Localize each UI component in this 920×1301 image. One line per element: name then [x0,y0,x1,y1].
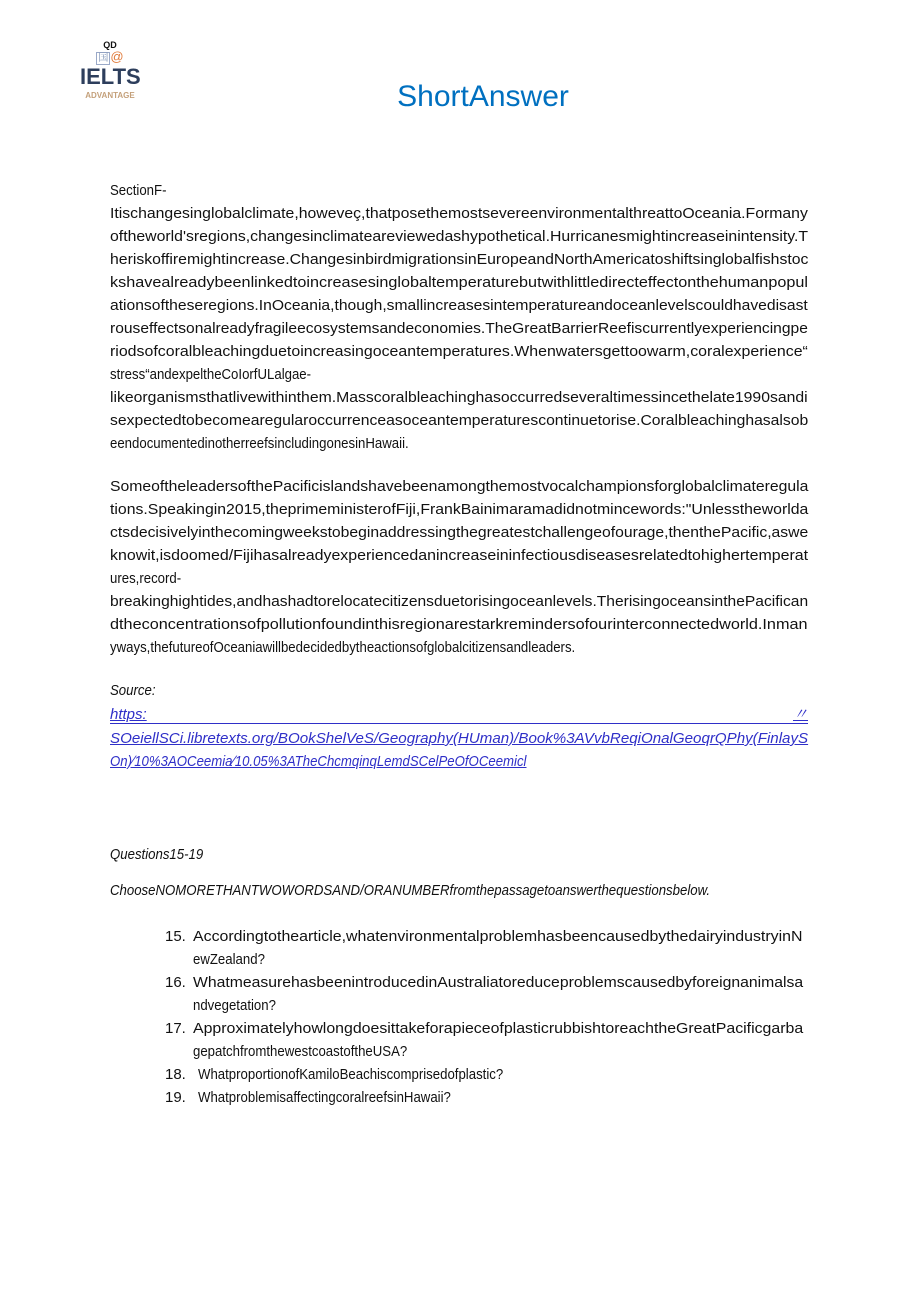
passage-line: oftheworld'sregions,changesinclimateareviewedashypothetical.Hurricanesmightincreaseinintensity.T [110,228,809,245]
source-link-line[interactable] [110,706,808,724]
passage-line: kshavealreadybeenlinkedtoincreasesinglobaltemperaturebutwithlittledirecteffectonthehumanpopul [110,274,808,291]
question-text: gepatchfromthewestcoastoftheUSA? [193,1043,408,1060]
logo-tagline: ADVANTAGE [85,91,135,100]
question-text: Accordingtothearticle,whatenvironmentalproblemhasbeencausedbythedairyindustryinN [193,928,803,945]
passage-line: sexpectedtobecomearegularoccurrenceasoceantemperaturescontinuetorise.Coralbleachinghasalsob [110,412,809,429]
page-title: ShortAnswer [397,80,569,113]
source-link-end[interactable]: 〃 [792,706,808,723]
logo-brand: IELTS [80,64,141,89]
source-link-line[interactable]: On)∕10%3AOCeemia∕10.05%3ATheChcmqinqLemdSCelPeOfOCeemicl [110,753,527,770]
passage-line: riodsofcoralbleachingduetoincreasingoceantemperatures.Whenwatersgettoowarm,coralexperience“ [110,343,808,360]
passage-line: breakinghightides,andhashadtorelocatecitizensduetorisingoceanlevels.TherisingoceansinthePacifican [110,593,809,610]
question-number: 17. [165,1020,186,1037]
passage-line: rouseffectsonalreadyfragileecosystemsandeconomies.TheGreatBarrierReefiscurrentlyexperiencingpe [110,320,808,337]
question-text: WhatproblemisaffectingcoralreefsinHawaii? [198,1089,451,1106]
question-text: ewZealand? [193,951,265,968]
passage-line: heriskoffiremightincrease.ChangesinbirdmigrationsinEuropeandNorthAmericatoshiftsinglobalfishstoc [110,251,809,268]
passage-line: tions.Speakingin2015,theprimeministerofFiji,FrankBainimaramadidnotmincewords:"Unlesstheworlda [110,501,809,518]
passage-line: ctsdecisivelyinthecomingweekstobeginaddressingthegreatestchallengeofourage,thenthePacific,aswe [110,524,809,541]
logo-at: @ [110,49,124,64]
passage-line: ationsoftheseregions.InOceania,though,smallincreasesintemperatureandoceanlevelscouldhavedisast [110,297,808,314]
passage-line: Itischangesinglobalclimate,howeveç,thatposethemostsevereenvironmentalthreattoOceania.Formany [110,205,808,222]
question-text: ApproximatelyhowlongdoesittakeforapieceofplasticrubbishtoreachtheGreatPacificgarba [193,1020,804,1037]
question-number: 16. [165,974,186,991]
source-label: Source: [110,682,156,699]
passage-line: eendocumentedinotherreefsincludingonesinHawaii. [110,435,409,452]
question-number: 18. [165,1066,186,1083]
questions-heading: Questions15-19 [110,846,204,863]
question-number: 15. [165,928,186,945]
passage-line: likeorganismsthatlivewithinthem.Masscoralbleachinghasoccurredseveraltimessincethelate1990sandi [110,389,808,406]
question-text: ndvegetation? [193,997,276,1014]
logo-qd: QD [103,40,117,50]
question-number: 19. [165,1089,186,1106]
passage-line: knowit,isdoomed/Fijihasalreadyexperiencedanincreaseininfectiousdiseasesrelatedtohighertemperat [110,547,809,564]
passage-line: SomeoftheleadersofthePacificislandshavebeenamongthemostvocalchampionsforglobalclimateregula [110,478,809,495]
passage-line: stress“andexpeltheCoIorfULalgae- [110,366,312,383]
source-link-start[interactable]: https: [110,706,147,723]
passage-line: yways,thefutureofOceaniawillbedecidedbytheactionsofglobalcitizensandleaders. [110,639,576,656]
question-text: WhatproportionofKamiloBeachiscomprisedofplastic? [198,1066,504,1083]
logo-cn: 国 [98,53,109,64]
source-link-line[interactable]: SOeiellSCi.libretexts.org/BOokShelVeS/Geography(HUman)/Book%3AVvbReqiOnalGeoqrQPhy(FinlayS [110,730,809,747]
passage-line: ures,record- [110,570,182,587]
questions-instruction: ChooseNOMORETHANTWOWORDSAND/ORANUMBERfromthepassagetoanswerthequestionsbelow. [110,882,711,899]
question-text: WhatmeasurehasbeenintroducedinAustraliatoreduceproblemscausedbyforeignanimalsa [193,974,804,991]
passage-line: SectionF- [110,182,167,199]
passage-line: dtheconcentrationsofpollutionfoundinthisregionarestarkremindersofourinterconnectedworld.Inman [110,616,808,633]
